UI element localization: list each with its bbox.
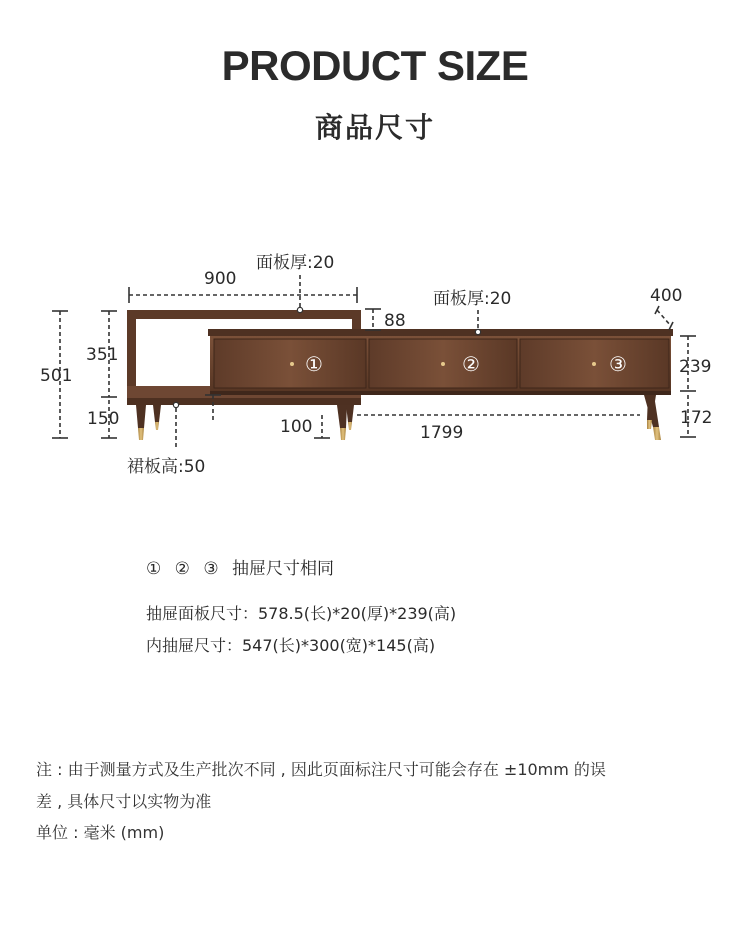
note-line-1: 注 : 由于测量方式及生产批次不同 , 因此页面标注尺寸可能会存在 ±10mm 的误 xyxy=(36,760,606,779)
drawer-3 xyxy=(520,339,669,388)
label-1799: 1799 xyxy=(420,423,464,443)
title-english: PRODUCT SIZE xyxy=(221,42,529,89)
drawer-1-number: ① xyxy=(305,352,323,376)
tv-cabinet-dimension-diagram xyxy=(0,230,750,490)
drawer-2-number: ② xyxy=(462,352,480,376)
spec-inner-drawer: 内抽屉尺寸：547(长)*300(宽)*145(高) xyxy=(146,636,436,655)
label-150: 150 xyxy=(87,409,120,429)
label-501: 501 xyxy=(40,366,73,386)
label-900: 900 xyxy=(204,269,237,289)
legend-circle-1: ① xyxy=(146,559,162,579)
label-400: 400 xyxy=(650,286,683,306)
label-panel-left: 面板厚:20 xyxy=(256,253,335,273)
drawer-legend xyxy=(146,554,334,579)
unit-note: 单位 : 毫米 (mm) xyxy=(36,823,165,842)
label-351: 351 xyxy=(86,345,119,365)
label-88: 88 xyxy=(384,311,406,331)
spec-drawer-panel: 抽屉面板尺寸：578.5(长)*20(厚)*239(高) xyxy=(146,604,457,623)
title-chinese: 商品尺寸 xyxy=(314,111,435,144)
label-239: 239 xyxy=(679,357,712,377)
legend-circle-2: ② xyxy=(174,559,190,579)
note-line-2: 差 , 具体尺寸以实物为准 xyxy=(36,792,212,811)
drawer-3-number: ③ xyxy=(609,352,627,376)
legend-text: 抽屉尺寸相同 xyxy=(231,559,334,579)
label-panel-right: 面板厚:20 xyxy=(433,289,512,309)
label-172: 172 xyxy=(680,408,713,428)
label-100: 100 xyxy=(280,417,313,437)
drawer-2 xyxy=(369,339,517,388)
drawer-1 xyxy=(214,339,366,388)
legend-circle-3: ③ xyxy=(203,559,219,579)
label-skirt: 裙板高:50 xyxy=(127,457,206,477)
